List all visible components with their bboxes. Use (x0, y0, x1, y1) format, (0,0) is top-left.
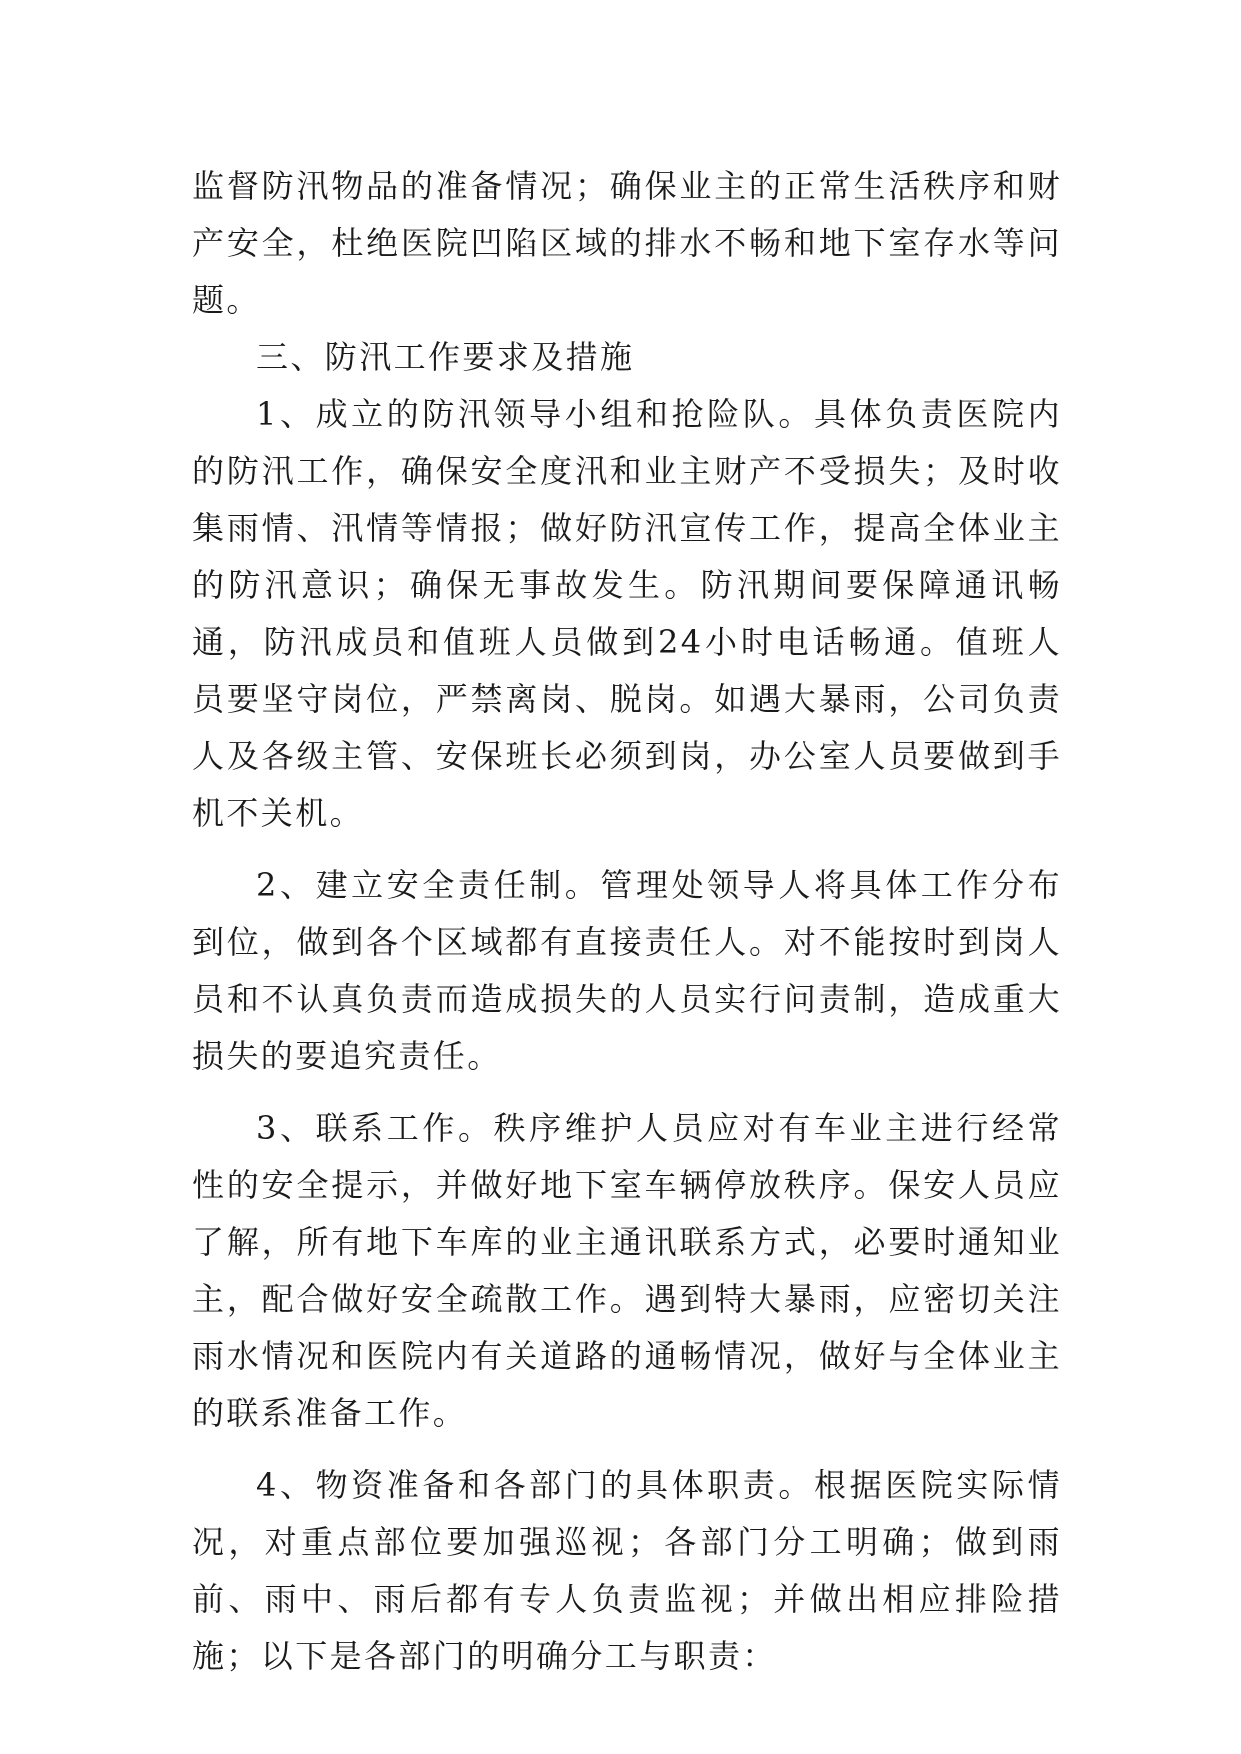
paragraph-item-4: 4、物资准备和各部门的具体职责。根据医院实际情况，对重点部位要加强巡视；各部门分工明确；做到雨前、雨中、雨后都有专人负责监视；并做出相应排险措施；以下是各部门的明确分工与职责： (192, 1466, 1062, 1675)
paragraph-item-1: 1、成立的防汛领导小组和抢险队。具体负责医院内的防汛工作，确保安全度汛和业主财产不受损失；及时收集雨情、汛情等情报；做好防汛宣传工作，提高全体业主的防汛意识；确保无事故发生。防汛期间要保障通讯畅通，防汛成员和值班人员做到24小时电话畅通。值班人员要坚守岗位，严禁离岗、脱岗。如遇大暴雨，公司负责人及各级主管、安保班长必须到岗，办公室人员要做到手机不关机。 (192, 395, 1062, 832)
paragraph-item-2: 2、建立安全责任制。管理处领导人将具体工作分布到位，做到各个区域都有直接责任人。对不能按时到岗人员和不认真负责而造成损失的人员实行问责制，造成重大损失的要追究责任。 (192, 866, 1062, 1075)
document-body (192, 158, 1062, 1685)
paragraph-continuation: 监督防汛物品的准备情况；确保业主的正常生活秩序和财产安全，杜绝医院凹陷区域的排水不畅和地下室存水等问题。 (192, 167, 1062, 319)
paragraph-item-3: 3、联系工作。秩序维护人员应对有车业主进行经常性的安全提示，并做好地下室车辆停放秩序。保安人员应了解，所有地下车库的业主通讯联系方式，必要时通知业主，配合做好安全疏散工作。遇到特大暴雨，应密切关注雨水情况和医院内有关道路的通畅情况，做好与全体业主的联系准备工作。 (192, 1109, 1062, 1432)
section-heading: 三、防汛工作要求及措施 (256, 338, 635, 376)
